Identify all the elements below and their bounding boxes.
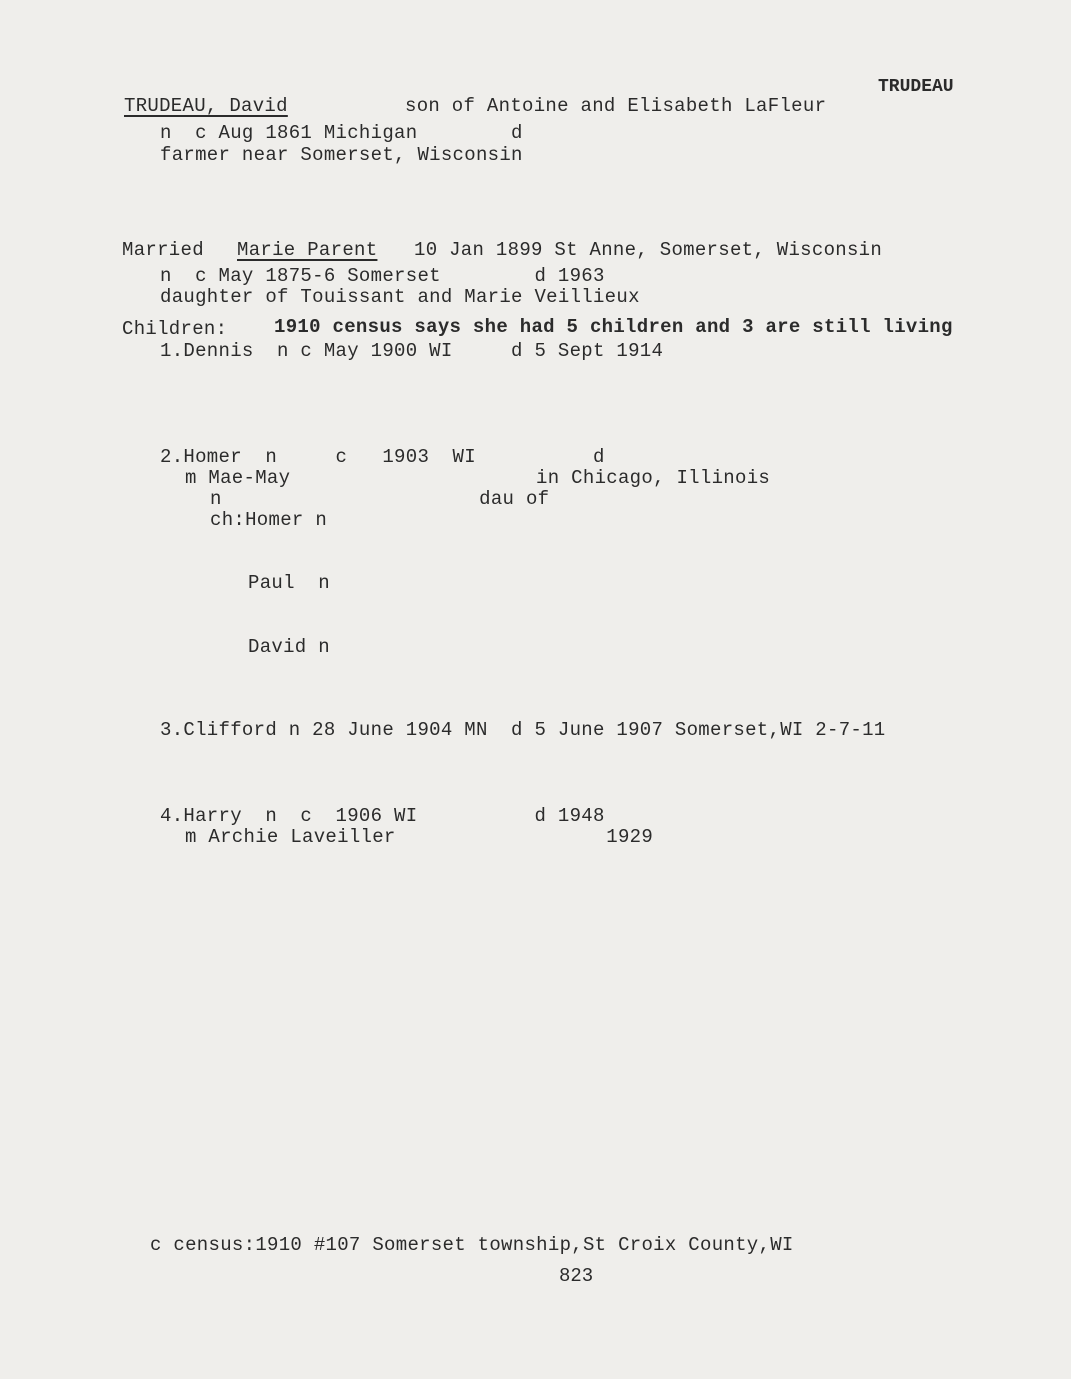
child-homer-line1: 2.Homer n c 1903 WI d <box>160 446 605 468</box>
child-harry-line1: 4.Harry n c 1906 WI d 1948 <box>160 805 605 827</box>
child-dennis: 1.Dennis n c May 1900 WI d 5 Sept 1914 <box>160 340 664 362</box>
surname-tag: TRUDEAU <box>878 77 954 97</box>
child-harry-line2: m Archie Laveiller 1929 <box>185 826 654 848</box>
grandchild-david: David n <box>248 636 330 658</box>
subject-parents: son of Antoine and Elisabeth LaFleur <box>405 95 827 117</box>
page-number: 823 <box>559 1265 594 1287</box>
spouse-parents: daughter of Touissant and Marie Veillieux <box>160 286 640 308</box>
spouse-name: Marie Parent <box>237 239 378 261</box>
child-homer-line2: m Mae-May in Chicago, Illinois <box>185 467 771 489</box>
subject-occupation: farmer near Somerset, Wisconsin <box>160 144 523 166</box>
child-homer-line4: ch:Homer n <box>210 509 328 531</box>
grandchild-paul: Paul n <box>248 572 330 594</box>
subject-birth: n c Aug 1861 Michigan d <box>160 122 523 144</box>
census-note: 1910 census says she had 5 children and 3 are still living <box>274 316 953 338</box>
marriage-details: 10 Jan 1899 St Anne, Somerset, Wisconsin <box>414 239 883 261</box>
child-homer-line3: n dau of <box>210 488 550 510</box>
children-label: Children: <box>122 318 228 340</box>
source-citation: c census:1910 #107 Somerset township,St Croix County,WI <box>150 1234 794 1256</box>
child-clifford: 3.Clifford n 28 June 1904 MN d 5 June 1907 Somerset,WI 2-7-11 <box>160 719 886 741</box>
spouse-birth: n c May 1875-6 Somerset d 1963 <box>160 265 605 287</box>
subject-name: TRUDEAU, David <box>124 95 288 117</box>
marriage-label: Married <box>122 239 204 261</box>
